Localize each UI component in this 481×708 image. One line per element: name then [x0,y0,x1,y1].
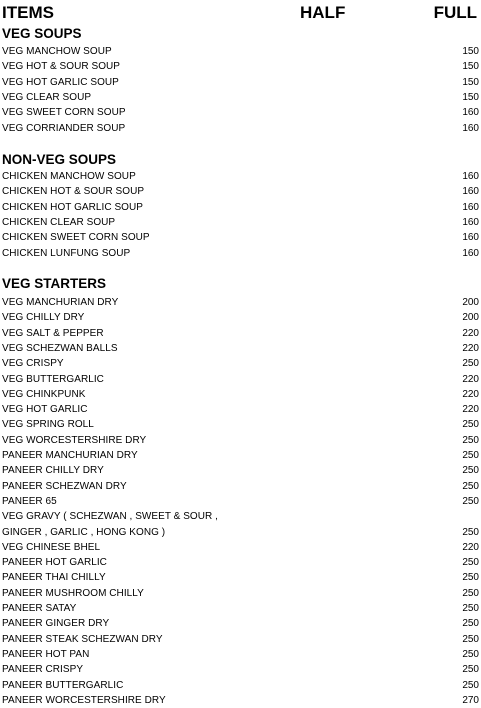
menu-item-name: VEG GRAVY ( SCHEZWAN , SWEET & SOUR , [2,511,218,523]
menu-item-name: VEG SPRING ROLL [2,419,94,431]
menu-item-name: VEG MANCHURIAN DRY [2,297,119,308]
menu-item-name: CHICKEN LUNFUNG SOUP [2,247,131,259]
menu-item-full-price: 250 [462,587,479,599]
menu-item-full-price: 200 [462,297,479,308]
menu-item-row [0,356,481,371]
menu-item-full-price: 250 [462,603,479,614]
menu-item-row [0,402,481,417]
menu-item-row [0,586,481,601]
menu-item-name: CHICKEN MANCHOW SOUP [2,171,136,182]
menu-item-full-price: 250 [462,572,479,584]
menu-item-name: VEG CRISPY [2,358,64,370]
menu-item-full-price: 270 [462,694,479,706]
menu-item-full-price: 220 [462,541,479,553]
menu-item-name: PANEER BUTTERGARLIC [2,679,124,691]
menu-item-row [0,215,481,230]
menu-item-row [0,632,481,647]
half-column-header: HALF [300,3,346,22]
menu-item-name: PANEER THAI CHILLY [2,572,106,584]
menu-item-name: VEG HOT & SOUR SOUP [2,61,121,73]
menu-item-name: VEG HOT GARLIC SOUP [2,76,119,88]
menu-item-full-price: 250 [462,526,479,538]
menu-item-name: CHICKEN HOT GARLIC SOUP [2,201,143,213]
menu-item-full-price: 150 [462,91,479,103]
menu-item-name: PANEER HOT GARLIC [2,557,107,569]
menu-item-name: VEG CORRIANDER SOUP [2,122,126,134]
menu-item-row [0,662,481,677]
menu-item-row [0,44,481,59]
menu-item-name: PANEER SCHEZWAN DRY [2,480,127,492]
menu-item-row [0,387,481,402]
menu-item-name: PANEER HOT PAN [2,648,90,660]
menu-item-name: VEG WORCESTERSHIRE DRY [2,434,147,446]
menu-item-row [0,601,481,616]
menu-item-row [0,326,481,341]
menu-item-name: PANEER WORCESTERSHIRE DRY [2,694,166,706]
menu-item-name: PANEER GINGER DRY [2,618,110,630]
menu-item-name: PANEER CHILLY DRY [2,465,104,477]
menu-item-full-price: 250 [462,480,479,492]
menu-item-name: PANEER STEAK SCHEZWAN DRY [2,633,163,645]
menu-item-full-price: 220 [462,404,479,416]
menu-item-row [0,647,481,662]
menu-item-full-price: 250 [462,664,479,676]
menu-item-full-price: 160 [462,201,479,213]
menu-item-row [0,678,481,693]
section-title-veg-soups: VEG SOUPS [2,26,82,41]
menu-item-name: VEG MANCHOW SOUP [2,46,112,57]
menu-item-name: PANEER CRISPY [2,664,84,676]
menu-item-full-price: 160 [462,107,479,119]
menu-item-full-price: 220 [462,342,479,354]
menu-item-row [0,525,481,540]
menu-item-name: VEG CHINESE BHEL [2,541,101,553]
menu-item-row [0,230,481,245]
section-title-non-veg-soups: NON-VEG SOUPS [2,152,117,167]
menu-item-row [0,494,481,509]
menu-item-row [0,121,481,136]
menu-item-row [0,616,481,631]
menu-item-full-price: 220 [462,373,479,385]
menu-item-row [0,90,481,105]
menu-item-full-price: 150 [462,76,479,88]
menu-item-row [0,310,481,325]
menu-item-row [0,479,481,494]
items-column-header: ITEMS [2,3,54,22]
menu-item-full-price: 250 [462,633,479,645]
menu-header [0,0,481,24]
menu-item-row [0,184,481,199]
menu-item-name: VEG CHILLY DRY [2,312,85,324]
menu-item-row [0,693,481,708]
menu-item-name: PANEER SATAY [2,603,77,614]
menu-item-row [0,555,481,570]
menu-item-name: CHICKEN HOT & SOUR SOUP [2,186,145,198]
menu-item-full-price: 160 [462,247,479,259]
menu-item-row [0,570,481,585]
menu-item-full-price: 250 [462,557,479,569]
menu-item-full-price: 250 [462,450,479,461]
menu-item-name: CHICKEN CLEAR SOUP [2,216,116,228]
menu-item-full-price: 250 [462,648,479,660]
menu-item-name: CHICKEN SWEET CORN SOUP [2,232,150,244]
menu-item-row [0,417,481,432]
menu-item-name: VEG HOT GARLIC [2,404,88,416]
menu-item-row [0,341,481,356]
menu-item-full-price: 220 [462,388,479,400]
menu-item-full-price: 250 [462,434,479,446]
menu-item-full-price: 160 [462,216,479,228]
menu-item-row [0,59,481,74]
menu-item-full-price: 250 [462,465,479,477]
menu-item-name: VEG CLEAR SOUP [2,91,92,103]
menu-item-row [0,372,481,387]
menu-item-row [0,105,481,120]
menu-item-row [0,433,481,448]
menu-item-name: PANEER MANCHURIAN DRY [2,450,138,461]
menu-item-full-price: 250 [462,679,479,691]
menu-item-name: VEG SCHEZWAN BALLS [2,342,118,354]
menu-item-row [0,448,481,463]
menu-item-full-price: 150 [462,46,479,57]
menu-item-name: PANEER 65 [2,495,57,507]
menu-item-full-price: 220 [462,327,479,339]
menu-item-name: VEG BUTTERGARLIC [2,373,104,385]
menu-item-row [0,540,481,555]
menu-item-full-price: 250 [462,419,479,431]
menu-item-name: VEG SALT & PEPPER [2,327,104,339]
menu-item-full-price: 160 [462,171,479,182]
menu-item-full-price: 160 [462,186,479,198]
menu-item-full-price: 200 [462,312,479,324]
menu-item-full-price: 150 [462,61,479,73]
menu-item-full-price: 250 [462,618,479,630]
menu-item-full-price: 160 [462,122,479,134]
menu-item-name: GINGER , GARLIC , HONG KONG ) [2,526,166,538]
section-title-veg-starters: VEG STARTERS [2,276,107,291]
menu-item-name: VEG SWEET CORN SOUP [2,107,126,119]
menu-item-row [0,200,481,215]
menu-item-row [0,75,481,90]
menu-item-row [0,463,481,478]
menu-item-row [0,295,481,310]
menu-item-row [0,246,481,261]
menu-item-row [0,509,481,524]
menu-item-name: VEG CHINKPUNK [2,388,86,400]
menu-item-full-price: 250 [462,495,479,507]
menu-item-row [0,169,481,184]
menu-item-full-price: 160 [462,232,479,244]
menu-item-full-price: 250 [462,358,479,370]
menu-item-name: PANEER MUSHROOM CHILLY [2,587,144,599]
full-column-header: FULL [433,3,477,22]
